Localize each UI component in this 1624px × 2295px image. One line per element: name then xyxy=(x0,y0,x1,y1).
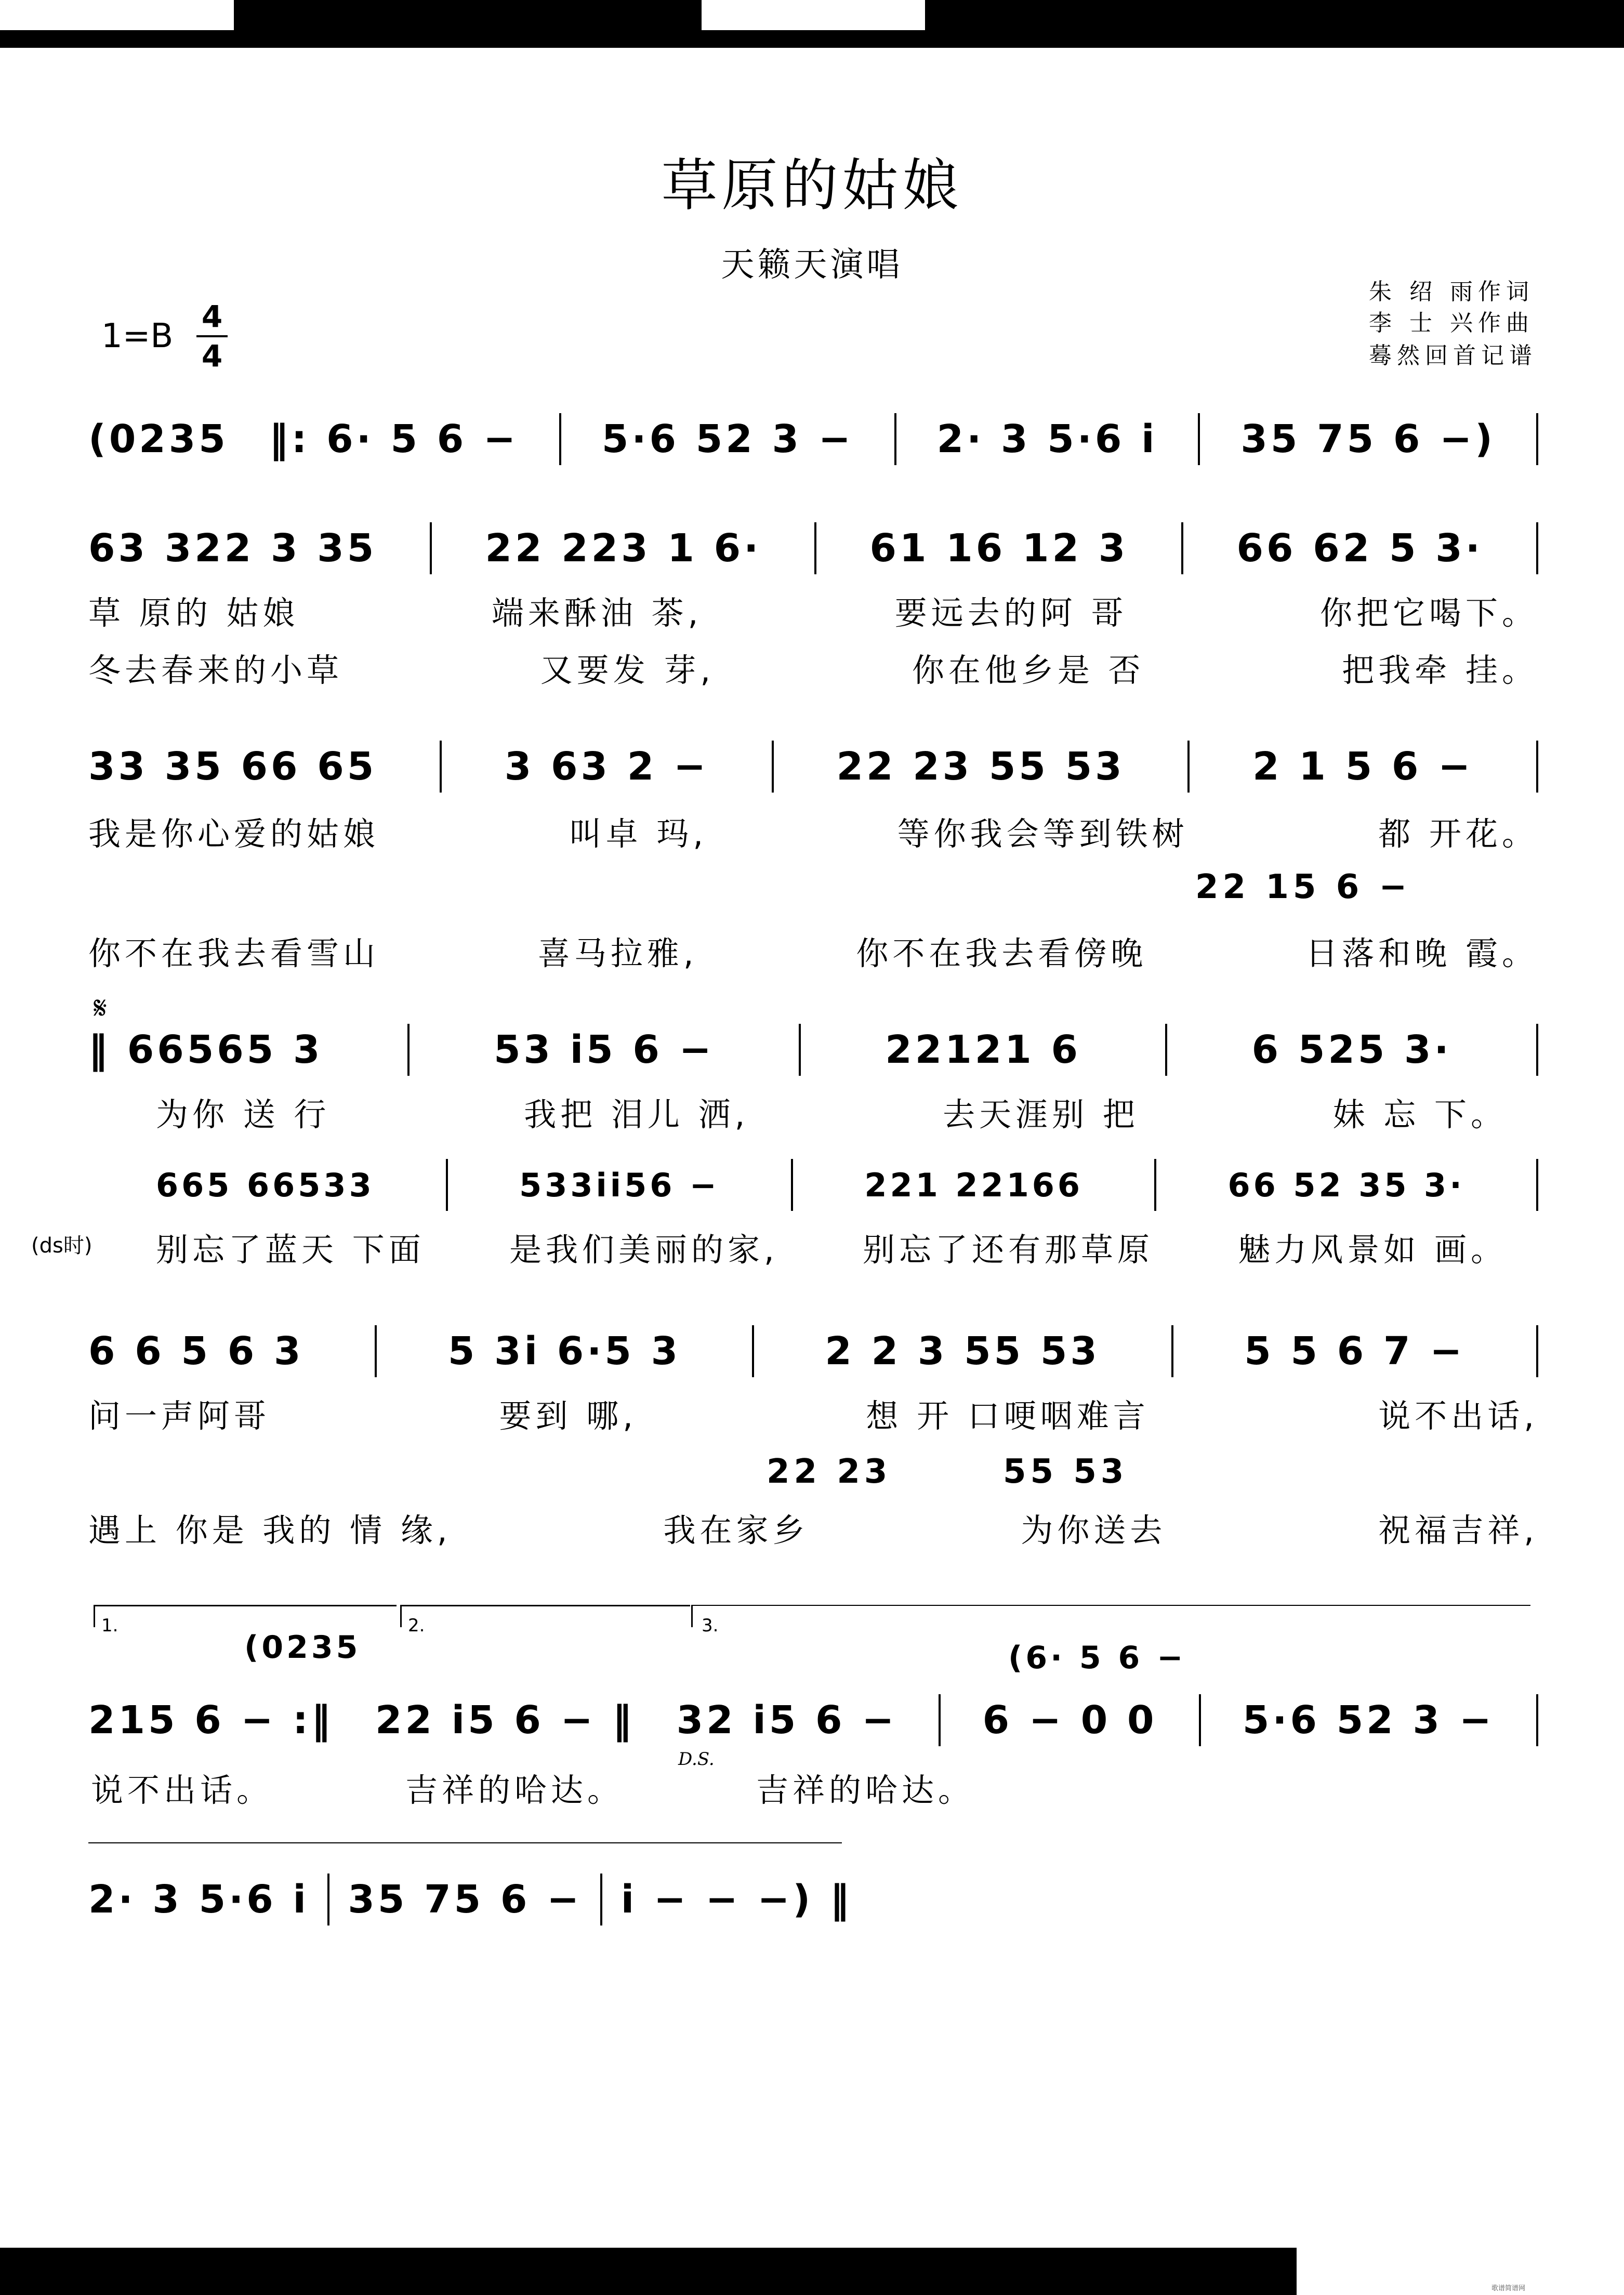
measure: 2· 3 5·6 i xyxy=(936,417,1158,461)
volta-3 xyxy=(691,1605,693,1627)
lyric: 说不出话, xyxy=(1378,1397,1538,1435)
barline xyxy=(1536,1694,1538,1746)
barline xyxy=(791,1159,793,1211)
lyric: 吉祥的哈达。 xyxy=(756,1771,974,1809)
lyric-row-5 xyxy=(156,1224,1507,1270)
barline xyxy=(799,1024,801,1076)
time-signature xyxy=(196,299,228,374)
lyric: 为你送去 xyxy=(1021,1511,1167,1549)
score-row-6 xyxy=(88,1323,1538,1380)
barline xyxy=(407,1024,410,1076)
lyric-row-6a xyxy=(88,1390,1538,1436)
measure: 22121 6 xyxy=(885,1027,1081,1072)
measure: 5 5 6 7 − xyxy=(1244,1329,1465,1374)
score-row-5 xyxy=(156,1156,1538,1214)
lyric: 冬去春来的小草 xyxy=(88,651,344,689)
barline xyxy=(1536,1325,1538,1377)
barline xyxy=(1187,741,1190,793)
time-signature-top: 4 xyxy=(201,299,223,334)
lyric: 吉祥的哈达。 xyxy=(405,1771,624,1809)
time-signature-divider xyxy=(196,335,228,337)
singer-line: 天籁天演唱 xyxy=(721,246,903,284)
time-signature-bottom: 4 xyxy=(201,338,223,374)
lyric-row-3b xyxy=(88,928,1538,974)
score-row-7 xyxy=(88,1692,1538,1749)
barline xyxy=(1536,1024,1538,1076)
measure: 66 62 5 3· xyxy=(1236,526,1483,571)
lyric: 端来酥油 茶, xyxy=(491,594,703,632)
barline xyxy=(939,1694,941,1746)
barline xyxy=(1199,1694,1201,1746)
lyric: 草 原的 姑娘 xyxy=(88,594,299,632)
measure: 35 75 6 −) xyxy=(1240,417,1496,461)
lyric: 魅力风景如 画。 xyxy=(1238,1231,1507,1269)
barline xyxy=(446,1159,448,1211)
composer-credit: 李 士 兴作曲 xyxy=(1369,310,1534,336)
measure: (0235 xyxy=(88,417,229,461)
lyric: 我在家乡 xyxy=(663,1511,809,1549)
barline xyxy=(752,1325,754,1377)
lyric: 我是你心爱的姑娘 xyxy=(88,815,380,853)
key-signature: 1=B xyxy=(101,317,174,355)
measure: 5·6 52 3 − xyxy=(601,417,854,461)
barline xyxy=(375,1325,377,1377)
measure: 3 63 2 − xyxy=(504,744,709,789)
measure: 5 3i 6·5 3 xyxy=(447,1329,681,1374)
lyric-row-2a xyxy=(88,587,1538,634)
score-row-2 xyxy=(88,520,1538,577)
measure: 22 223 1 6· xyxy=(485,526,762,571)
barline xyxy=(1536,413,1538,465)
lyric: 问一声阿哥 xyxy=(88,1397,271,1435)
lyric: 都 开花。 xyxy=(1378,815,1538,853)
lyric-row-7 xyxy=(91,1764,974,1811)
measure: 6 − 0 0 xyxy=(982,1698,1157,1743)
measure: 61 16 12 3 xyxy=(869,526,1129,571)
lyric: 你在他乡是 否 xyxy=(912,651,1145,689)
barline xyxy=(600,1874,602,1925)
lyric: 祝福吉祥, xyxy=(1378,1511,1538,1549)
lyric: 叫卓 玛, xyxy=(569,815,708,853)
aux-intro-2: (6· 5 6 − xyxy=(1008,1640,1186,1676)
lyric-row-4 xyxy=(156,1089,1507,1135)
lyric: 喜马拉雅, xyxy=(537,934,698,972)
measure: 221 22166 xyxy=(864,1166,1084,1204)
lyric: 去天涯别 把 xyxy=(943,1096,1139,1133)
lyric: 别忘了蓝天 下面 xyxy=(156,1231,425,1269)
measure: 22 i5 6 − ‖ xyxy=(375,1698,635,1743)
lyric-row-6b xyxy=(88,1505,1538,1551)
barline xyxy=(440,741,442,793)
barline xyxy=(1181,522,1183,574)
score-row-1 xyxy=(88,411,1538,468)
barline xyxy=(559,413,561,465)
barline xyxy=(814,522,816,574)
lyric-row-2b xyxy=(88,644,1538,691)
measure: 33 35 66 65 xyxy=(88,744,377,789)
lyric: 是我们美丽的家, xyxy=(509,1231,778,1269)
barline xyxy=(430,522,432,574)
measure: 2 1 5 6 − xyxy=(1252,744,1474,789)
ds-time-label: (ds时) xyxy=(31,1234,93,1258)
barline xyxy=(1154,1159,1156,1211)
aux-intro-1: (0235 xyxy=(244,1629,361,1666)
volta-2-label: 2. xyxy=(408,1615,425,1636)
measure: 35 75 6 − xyxy=(348,1877,583,1922)
measure: 665 66533 xyxy=(156,1166,375,1204)
lyricist-credit: 朱 绍 雨作词 xyxy=(1369,279,1534,305)
watermark: 歌谱简谱网 xyxy=(1491,2285,1526,2292)
measure: 53 i5 6 − xyxy=(494,1027,715,1072)
lyric: 你不在我去看雪山 xyxy=(88,934,380,972)
measure: 215 6 − :‖ xyxy=(88,1698,334,1743)
bottom-white-tab xyxy=(1297,2248,1624,2295)
measure: 32 i5 6 − xyxy=(676,1698,897,1743)
score-row-8 xyxy=(88,1871,852,1928)
lyric: 你把它喝下。 xyxy=(1319,594,1538,632)
lyric: 说不出话。 xyxy=(91,1771,273,1809)
barline xyxy=(1198,413,1200,465)
measure: 2· 3 5·6 i xyxy=(88,1877,309,1922)
score-row-4 xyxy=(88,1021,1538,1078)
lyric: 别忘了还有那草原 xyxy=(862,1231,1154,1269)
volta-1 xyxy=(94,1605,397,1627)
lyric: 我把 泪儿 洒, xyxy=(524,1096,749,1133)
barline xyxy=(1536,1159,1538,1211)
barline xyxy=(894,413,896,465)
measure: 5·6 52 3 − xyxy=(1242,1698,1495,1743)
measure: ‖: 6· 5 6 − xyxy=(269,417,519,461)
measure: 2 2 3 55 53 xyxy=(825,1329,1100,1374)
barline xyxy=(327,1874,329,1925)
top-white-tab-center xyxy=(702,0,925,30)
barline xyxy=(1536,522,1538,574)
ds-marker: D.S. xyxy=(678,1749,715,1770)
measure: 66 52 35 3· xyxy=(1227,1166,1465,1204)
transcriber-credit: 蓦然回首记谱 xyxy=(1369,342,1537,369)
lyric-row-3a xyxy=(88,808,1538,854)
lyric: 遇上 你是 我的 情 缘, xyxy=(88,1511,452,1549)
lyric: 想 开 口哽咽难言 xyxy=(866,1397,1150,1435)
measure: 533ii56 − xyxy=(519,1166,720,1204)
measure: 22 23 55 53 xyxy=(836,744,1125,789)
segno-icon: 𝄋 xyxy=(94,990,107,1026)
alt-notes-6b: 55 53 xyxy=(1003,1453,1128,1491)
volta-2 xyxy=(400,1605,690,1627)
barline xyxy=(1165,1024,1167,1076)
lyric: 等你我会等到铁树 xyxy=(897,815,1189,853)
alt-notes-6a: 22 23 xyxy=(767,1453,892,1491)
volta-line xyxy=(691,1605,1530,1606)
measure: ‖ 66565 3 xyxy=(88,1027,323,1072)
measure: 63 322 3 35 xyxy=(88,526,377,571)
lyric: 你不在我去看傍晚 xyxy=(856,934,1147,972)
volta-1-label: 1. xyxy=(101,1615,118,1636)
barline xyxy=(1171,1325,1173,1377)
measure: i − − −) ‖ xyxy=(620,1877,852,1922)
barline xyxy=(1536,741,1538,793)
lyric: 又要发 芽, xyxy=(540,651,715,689)
score-row-3 xyxy=(88,738,1538,795)
volta-3-label: 3. xyxy=(702,1615,719,1636)
volta-end-line xyxy=(88,1842,842,1843)
lyric: 日落和晚 霞。 xyxy=(1305,934,1538,972)
lyric: 要到 哪, xyxy=(499,1397,637,1435)
lyric: 妹 忘 下。 xyxy=(1332,1096,1507,1133)
lyric: 要远去的阿 哥 xyxy=(894,594,1128,632)
song-title: 草原的姑娘 xyxy=(661,153,963,218)
lyric: 为你 送 行 xyxy=(156,1096,331,1133)
alt-notes-3: 22 15 6 − xyxy=(1195,868,1411,906)
measure: 6 525 3· xyxy=(1251,1027,1452,1072)
measure: 6 6 5 6 3 xyxy=(88,1329,304,1374)
barline xyxy=(772,741,774,793)
lyric: 把我牵 挂。 xyxy=(1342,651,1538,689)
top-white-tab-left xyxy=(0,0,234,30)
